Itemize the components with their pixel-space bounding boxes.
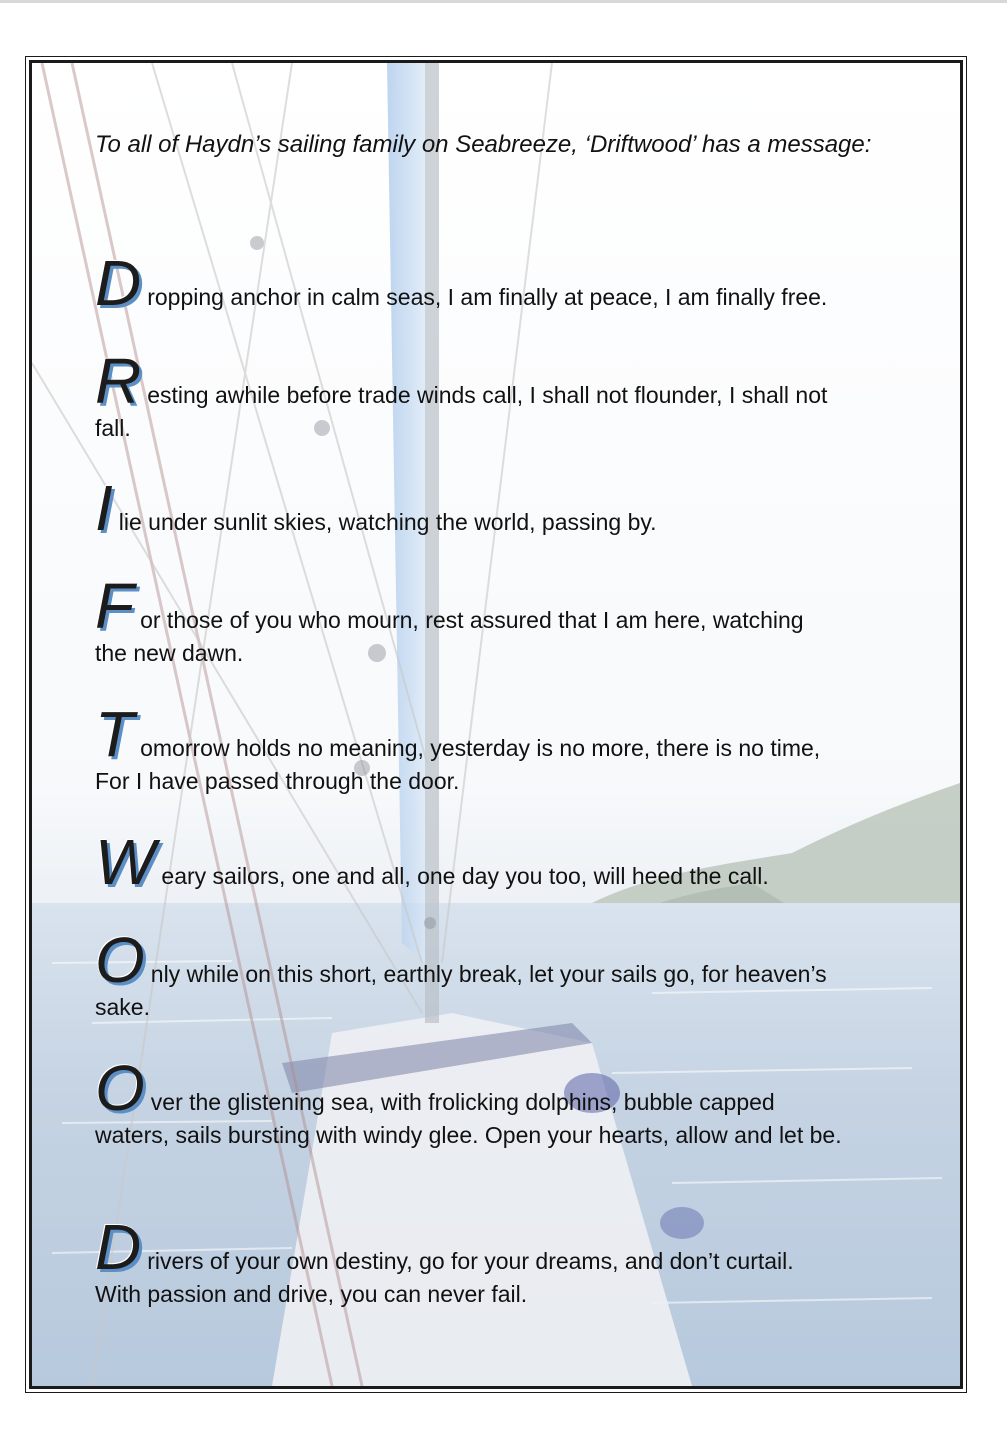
stanza-line: esting awhile before trade winds call, I shall not flounder, I shall not	[147, 382, 828, 408]
acrostic-letter: D	[95, 1211, 142, 1283]
acrostic-letter: D	[95, 247, 142, 319]
stanza-w	[95, 826, 925, 899]
stanza-continuation: the new dawn.	[95, 640, 244, 666]
stanza-d2	[95, 1211, 925, 1310]
stanza-continuation: waters, sails bursting with windy glee. Open your hearts, allow and let be.	[95, 1122, 842, 1148]
acrostic-letter: O	[95, 1052, 145, 1124]
stanza-line: ver the glistening sea, with frolicking dolphins, bubble capped	[150, 1089, 775, 1115]
stanza-line: nly while on this short, earthly break, let your sails go, for heaven’s	[150, 961, 827, 987]
stanza-f	[95, 570, 925, 669]
stanza-o2	[95, 1052, 925, 1151]
acrostic-letter: T	[95, 698, 135, 770]
stanza-o1	[95, 924, 925, 1023]
poem-frame	[29, 60, 963, 1389]
acrostic-letter: W	[95, 826, 156, 898]
stanza-d1	[95, 247, 925, 320]
stanza-continuation: For I have passed through the door.	[95, 768, 460, 794]
stanza-line: ropping anchor in calm seas, I am finally at peace, I am finally free.	[147, 284, 828, 310]
stanza-continuation: fall.	[95, 415, 131, 441]
poem-content	[32, 63, 960, 1386]
stanza-continuation: sake.	[95, 994, 150, 1020]
stanza-t	[95, 698, 925, 797]
stanza-continuation: With passion and drive, you can never fail.	[95, 1281, 528, 1307]
stanza-line: rivers of your own destiny, go for your dreams, and don’t curtail.	[147, 1248, 794, 1274]
stanza-line: omorrow holds no meaning, yesterday is no more, there is no time,	[140, 735, 821, 761]
dedication-text: To all of Haydn’s sailing family on Seabreeze, ‘Driftwood’ has a message:	[95, 131, 872, 158]
acrostic-letter: I	[95, 472, 113, 544]
acrostic-letter: O	[95, 924, 145, 996]
stanza-i	[95, 472, 925, 545]
page-top-border	[0, 0, 1007, 3]
acrostic-letter: F	[95, 570, 135, 642]
acrostic-letter: R	[95, 345, 142, 417]
stanza-r	[95, 345, 925, 444]
stanza-line: or those of you who mourn, rest assured that I am here, watching	[140, 607, 804, 633]
stanza-line: eary sailors, one and all, one day you too, will heed the call.	[161, 863, 769, 889]
stanza-line: lie under sunlit skies, watching the world, passing by.	[118, 509, 657, 535]
